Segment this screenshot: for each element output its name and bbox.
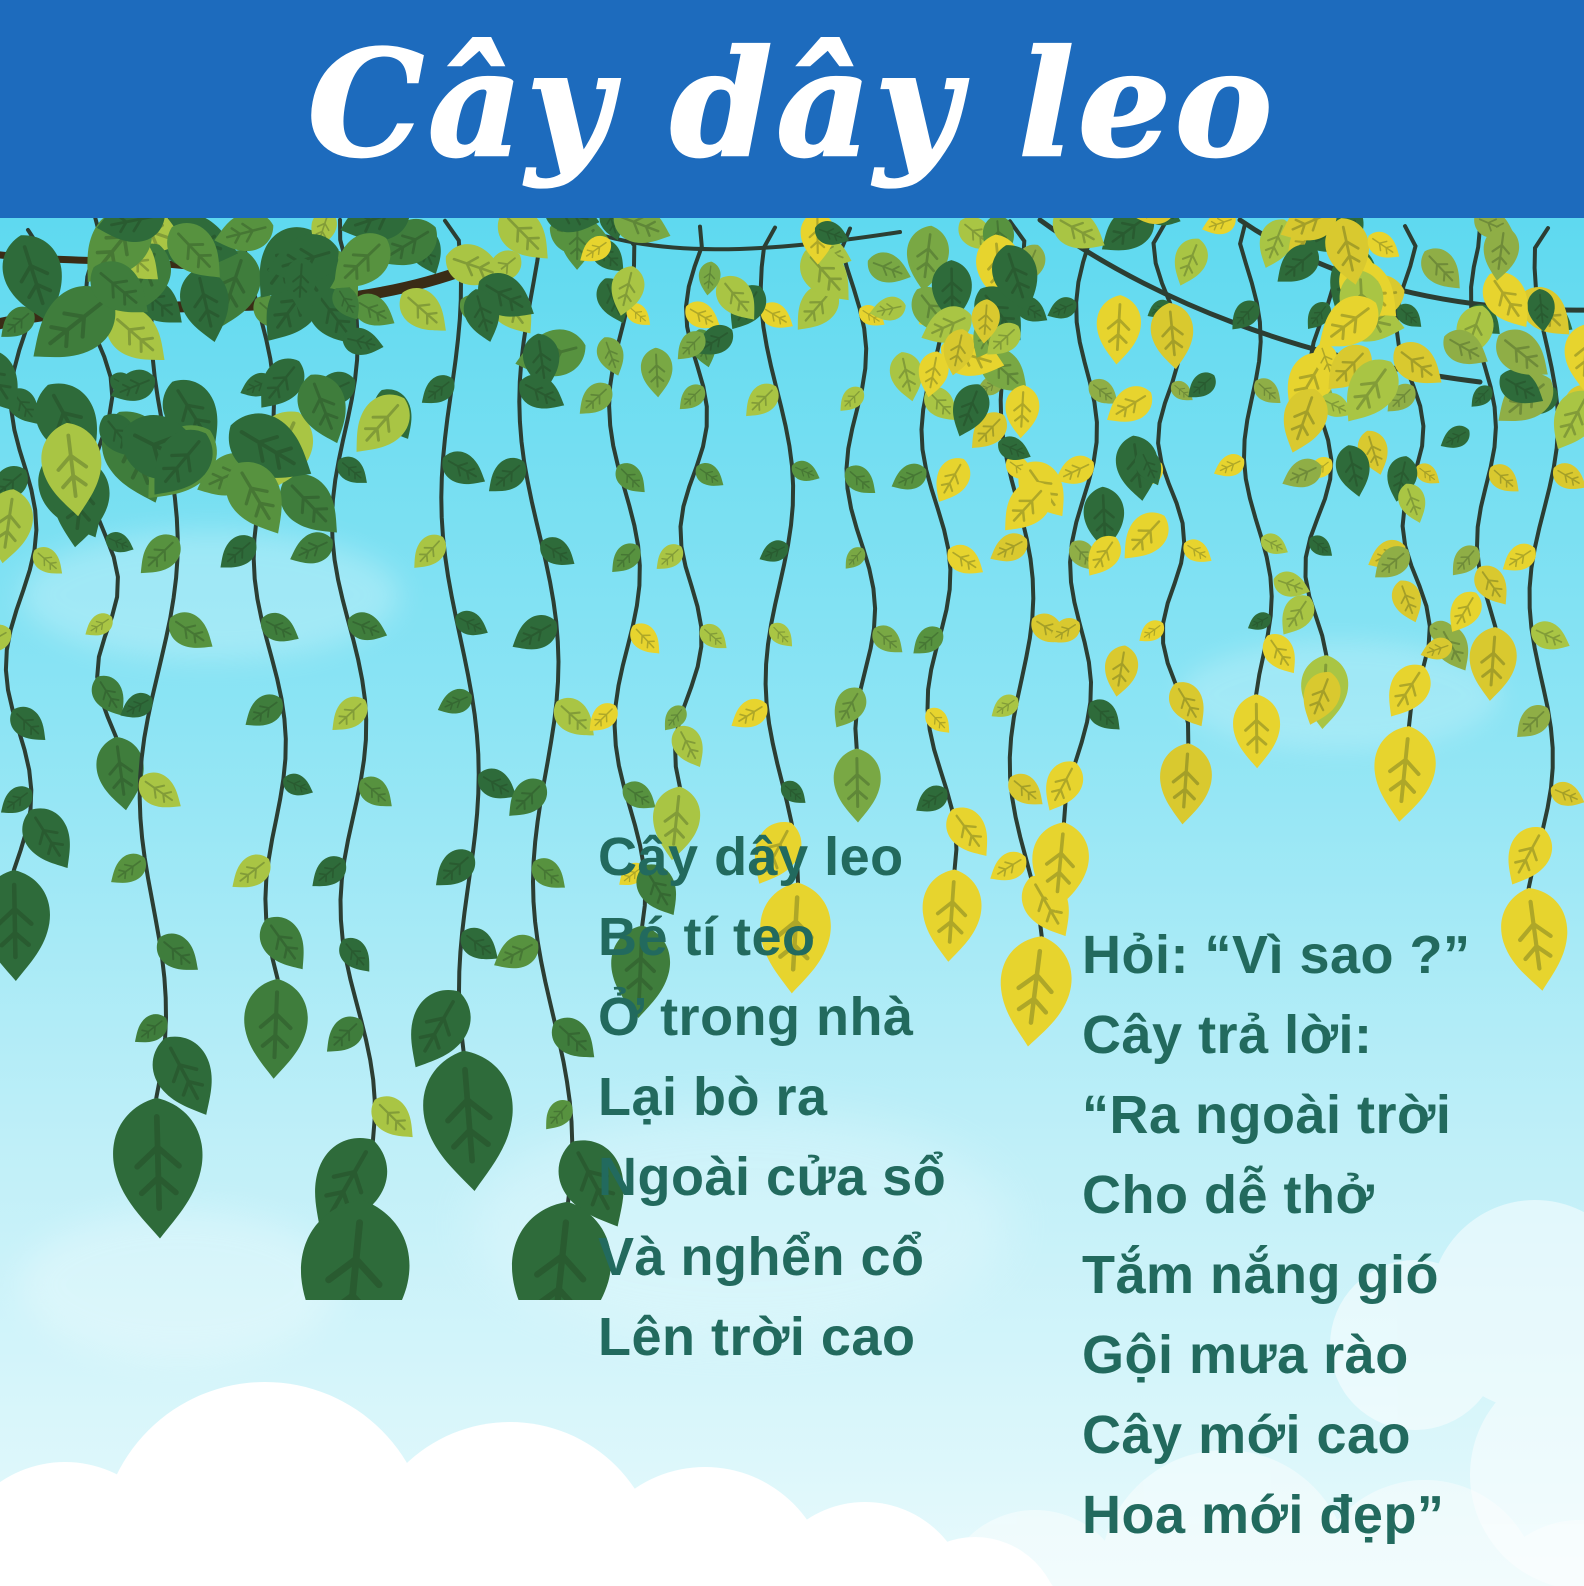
leaf bbox=[1375, 656, 1440, 727]
leaf bbox=[1369, 723, 1440, 825]
poem-line: “Ra ngoài trời bbox=[1082, 1085, 1452, 1145]
leaf bbox=[1436, 421, 1475, 455]
poem-line: Cây dây leo bbox=[598, 827, 904, 887]
leaf bbox=[1166, 233, 1214, 292]
cloud-base bbox=[0, 1542, 1070, 1586]
leaf bbox=[0, 869, 51, 981]
leaf bbox=[130, 526, 189, 585]
leaf bbox=[1004, 384, 1041, 439]
leaf bbox=[1494, 818, 1561, 894]
poem-line: Ở trong nhà bbox=[598, 987, 914, 1047]
leaf bbox=[255, 607, 305, 650]
leaf bbox=[1413, 240, 1472, 299]
cloud-base bbox=[940, 1580, 1584, 1586]
leaf bbox=[1034, 754, 1091, 819]
leaf bbox=[1466, 625, 1518, 702]
poem-line: Cho dễ thở bbox=[1082, 1165, 1375, 1225]
leaf bbox=[419, 1047, 519, 1194]
leaf bbox=[242, 978, 309, 1080]
leaf bbox=[833, 748, 881, 823]
leaf bbox=[250, 907, 318, 981]
leaf bbox=[1157, 741, 1214, 826]
poem-line: Lại bò ra bbox=[598, 1067, 828, 1127]
poem-line: Hoa mới đẹp” bbox=[1082, 1485, 1445, 1545]
leaf bbox=[102, 528, 138, 558]
poem-line: Gội mưa rào bbox=[1082, 1325, 1409, 1385]
leaf bbox=[343, 607, 392, 648]
leaf bbox=[993, 932, 1077, 1051]
cloud-bottom-left bbox=[0, 1362, 1070, 1586]
leaf bbox=[1233, 694, 1281, 769]
leaf bbox=[1496, 884, 1575, 995]
leaf bbox=[1100, 643, 1141, 699]
vine-stem bbox=[441, 221, 478, 1051]
leaf bbox=[640, 347, 674, 398]
poem-line: Và nghển cổ bbox=[598, 1227, 925, 1287]
poem-line: Lên trời cao bbox=[598, 1307, 916, 1367]
poem-line: Cây trả lời: bbox=[1082, 1005, 1373, 1065]
poem-left-column bbox=[598, 817, 946, 1377]
poem-line: Cây mới cao bbox=[1082, 1405, 1412, 1465]
poem-line: Tắm nắng gió bbox=[1082, 1245, 1439, 1305]
leaf bbox=[937, 799, 1001, 867]
leaf bbox=[824, 681, 873, 735]
leaf bbox=[292, 1195, 416, 1300]
leaf bbox=[1526, 616, 1576, 658]
poem-line: Hỏi: “Vì sao ?” bbox=[1082, 925, 1471, 985]
page-title: Cây dây leo bbox=[307, 18, 1277, 190]
leaf bbox=[112, 1097, 205, 1240]
leaf bbox=[1094, 294, 1142, 366]
poem-line: Ngoài cửa sổ bbox=[598, 1147, 947, 1207]
leaf bbox=[333, 931, 380, 980]
leaf bbox=[925, 451, 977, 510]
poem-line: Bé tí teo bbox=[598, 907, 816, 967]
header-band bbox=[0, 0, 1584, 218]
poem-right-column bbox=[1082, 915, 1471, 1555]
leaf bbox=[1387, 576, 1429, 627]
